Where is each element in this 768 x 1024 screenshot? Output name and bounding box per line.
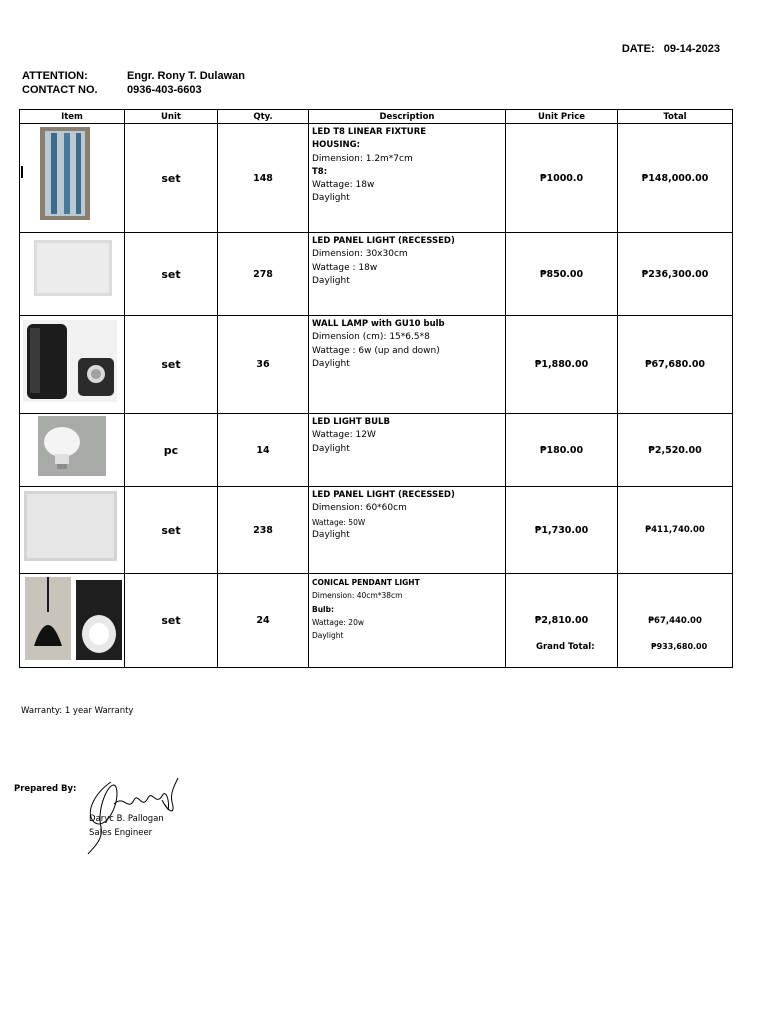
col-qty: Qty. <box>218 110 309 124</box>
table-row <box>20 233 733 316</box>
unit-cell: set <box>125 574 218 668</box>
item-image-cell <box>20 316 125 414</box>
contact-label: CONTACT NO. <box>22 84 98 96</box>
desc-line: WALL LAMP with GU10 bulb <box>312 319 445 329</box>
qty-cell: 36 <box>218 316 309 414</box>
desc-line: LED LIGHT BULB <box>312 417 390 427</box>
desc-line: Wattage : 6w (up and down) <box>312 345 440 356</box>
total-cell: ₱411,740.00 <box>618 487 733 574</box>
col-item: Item <box>20 110 125 124</box>
item-image-cell <box>20 414 125 487</box>
unit-cell: set <box>125 487 218 574</box>
desc-line: Dimension: 40cm*38cm <box>312 591 403 601</box>
table-row <box>20 316 733 414</box>
qty-cell: 238 <box>218 487 309 574</box>
signature-icon <box>76 772 186 857</box>
desc-line: Wattage: 50W <box>312 517 366 527</box>
desc-line: Daylight <box>312 193 350 204</box>
desc-line: Daylight <box>312 275 350 286</box>
pendant-light-photo-icon <box>20 574 125 663</box>
unit-price-cell: ₱1,730.00 <box>506 487 618 574</box>
panel-light-photo-icon <box>20 487 125 569</box>
unit-cell: set <box>125 233 218 316</box>
col-description: Description <box>309 110 506 124</box>
description-cell <box>309 124 506 233</box>
desc-line: Daylight <box>312 358 350 369</box>
wall-lamp-photo-icon <box>20 316 125 409</box>
col-unit: Unit <box>125 110 218 124</box>
desc-line: Daylight <box>312 631 344 641</box>
description-cell <box>309 487 506 574</box>
desc-line: Bulb: <box>312 604 334 614</box>
unit-price-cell: ₱180.00 <box>506 414 618 487</box>
desc-line: Daylight <box>312 529 350 540</box>
qty-cell: 278 <box>218 233 309 316</box>
total-cell: ₱67,440.00 <box>618 574 733 668</box>
description-cell <box>309 414 506 487</box>
quotation-table <box>19 109 733 668</box>
unit-price-cell: ₱850.00 <box>506 233 618 316</box>
attention-block <box>22 69 245 97</box>
unit-price-cell: ₱2,810.00 <box>506 574 618 668</box>
item-image-cell <box>20 574 125 668</box>
desc-line: T8: <box>312 166 328 177</box>
desc-line: HOUSING: <box>312 140 361 151</box>
attention-label: ATTENTION: <box>22 70 88 82</box>
unit-cell: set <box>125 124 218 233</box>
desc-line: LED PANEL LIGHT (RECESSED) <box>312 490 455 500</box>
item-image-cell <box>20 487 125 574</box>
contact-value: 0936-403-6603 <box>127 84 202 96</box>
unit-price-cell: ₱1000.0 <box>506 124 618 233</box>
desc-line: Dimension (cm): 15*6.5*8 <box>312 332 430 343</box>
attention-value: Engr. Rony T. Dulawan <box>127 70 245 82</box>
desc-line: Dimension: 30x30cm <box>312 249 408 260</box>
unit-cell: pc <box>125 414 218 487</box>
signer-title: Sales Engineer <box>89 828 153 838</box>
total-cell: ₱67,680.00 <box>618 316 733 414</box>
total-cell: ₱2,520.00 <box>618 414 733 487</box>
description-cell <box>309 233 506 316</box>
prepared-by-label: Prepared By: <box>14 784 77 794</box>
desc-line: Dimension: 1.2m*7cm <box>312 153 413 164</box>
table-row <box>20 124 733 233</box>
table-row <box>20 487 733 574</box>
unit-cell: set <box>125 316 218 414</box>
item-image-cell <box>20 233 125 316</box>
col-total: Total <box>618 110 733 124</box>
date <box>622 43 720 55</box>
qty-cell: 14 <box>218 414 309 487</box>
description-cell <box>309 574 506 668</box>
desc-line: Wattage : 18w <box>312 262 378 273</box>
item-image-cell <box>20 124 125 233</box>
total-cell: ₱148,000.00 <box>618 124 733 233</box>
desc-line: Wattage: 18w <box>312 180 375 191</box>
table-row <box>20 414 733 487</box>
desc-line: Wattage: 20w <box>312 617 364 627</box>
table-row <box>20 574 733 668</box>
desc-line: Wattage: 12W <box>312 430 376 441</box>
qty-cell: 148 <box>218 124 309 233</box>
desc-line: Daylight <box>312 443 350 454</box>
col-unit-price: Unit Price <box>506 110 618 124</box>
desc-line: Dimension: 60*60cm <box>312 503 407 514</box>
light-bulb-photo-icon <box>20 414 125 482</box>
panel-light-photo-icon <box>20 233 125 311</box>
warranty-note: Warranty: 1 year Warranty <box>21 706 134 716</box>
date-label: DATE: <box>621 43 655 55</box>
total-cell: ₱236,300.00 <box>618 233 733 316</box>
grand-total-label: Grand Total: <box>536 642 595 652</box>
desc-line: CONICAL PENDANT LIGHT <box>312 578 420 587</box>
unit-price-cell: ₱1,880.00 <box>506 316 618 414</box>
linear-fixture-photo-icon <box>20 124 125 228</box>
date-value: 09-14-2023 <box>663 43 720 55</box>
signer-name: Daryc B. Pallogan <box>89 814 164 824</box>
description-cell <box>309 316 506 414</box>
desc-line: LED PANEL LIGHT (RECESSED) <box>312 236 455 246</box>
table-header-row <box>20 110 733 124</box>
qty-cell: 24 <box>218 574 309 668</box>
desc-line: LED T8 LINEAR FIXTURE <box>312 127 427 137</box>
grand-total-value: ₱933,680.00 <box>651 642 708 651</box>
